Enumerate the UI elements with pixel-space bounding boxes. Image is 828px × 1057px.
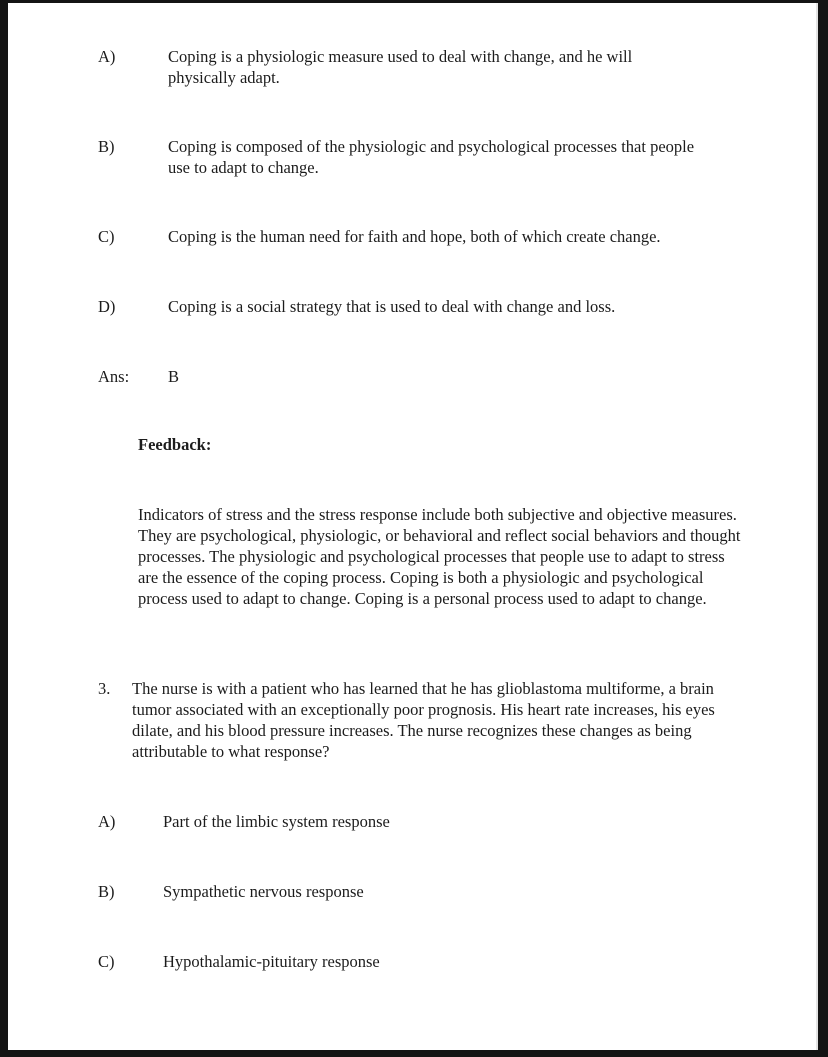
q3-option-text-b: Sympathetic nervous response	[163, 882, 364, 901]
question-text: The nurse is with a patient who has learned that he has glioblastoma multiforme, a brain tumor associated with an exceptionally poor prognosis. His heart rate increases, his eyes dilate, and his blood pressure increases. The nurse recognizes these changes as being attributable to what response?	[132, 679, 715, 761]
option-text-b: Coping is composed of the physiologic and psychological processes that people use to adapt to change.	[168, 137, 695, 177]
answer-value: B	[168, 367, 180, 386]
option-label-d: D)	[98, 297, 116, 316]
q3-option-label-a: A)	[98, 812, 116, 831]
option-text-c: Coping is the human need for faith and hope, both of which create change.	[168, 227, 661, 246]
feedback-heading: Feedback:	[138, 435, 212, 454]
q3-option-text-c: Hypothalamic-pituitary response	[163, 952, 380, 971]
q3-option-text-a: Part of the limbic system response	[163, 812, 390, 831]
feedback-paragraph: Indicators of stress and the stress response include both subjective and objective measures. They are psychological, physiologic, or behavioral and reflect social behaviors and thought processes. The physiologic and psychological processes that people use to adapt to stress are the essence of the coping process. Coping is both a physiologic and psychological process used to adapt to change. Coping is a personal process used to adapt to change.	[138, 505, 741, 608]
option-text-d: Coping is a social strategy that is used to deal with change and loss.	[168, 297, 616, 316]
option-label-b: B)	[98, 137, 115, 156]
option-label-a: A)	[98, 47, 116, 66]
q3-option-label-b: B)	[98, 882, 115, 901]
question-number: 3.	[98, 679, 111, 698]
q3-option-label-c: C)	[98, 952, 115, 971]
option-label-c: C)	[98, 227, 115, 246]
answer-label: Ans:	[98, 367, 130, 386]
option-text-a: Coping is a physiologic measure used to deal with change, and he will physically adapt.	[168, 47, 633, 87]
document-page	[8, 3, 818, 1050]
